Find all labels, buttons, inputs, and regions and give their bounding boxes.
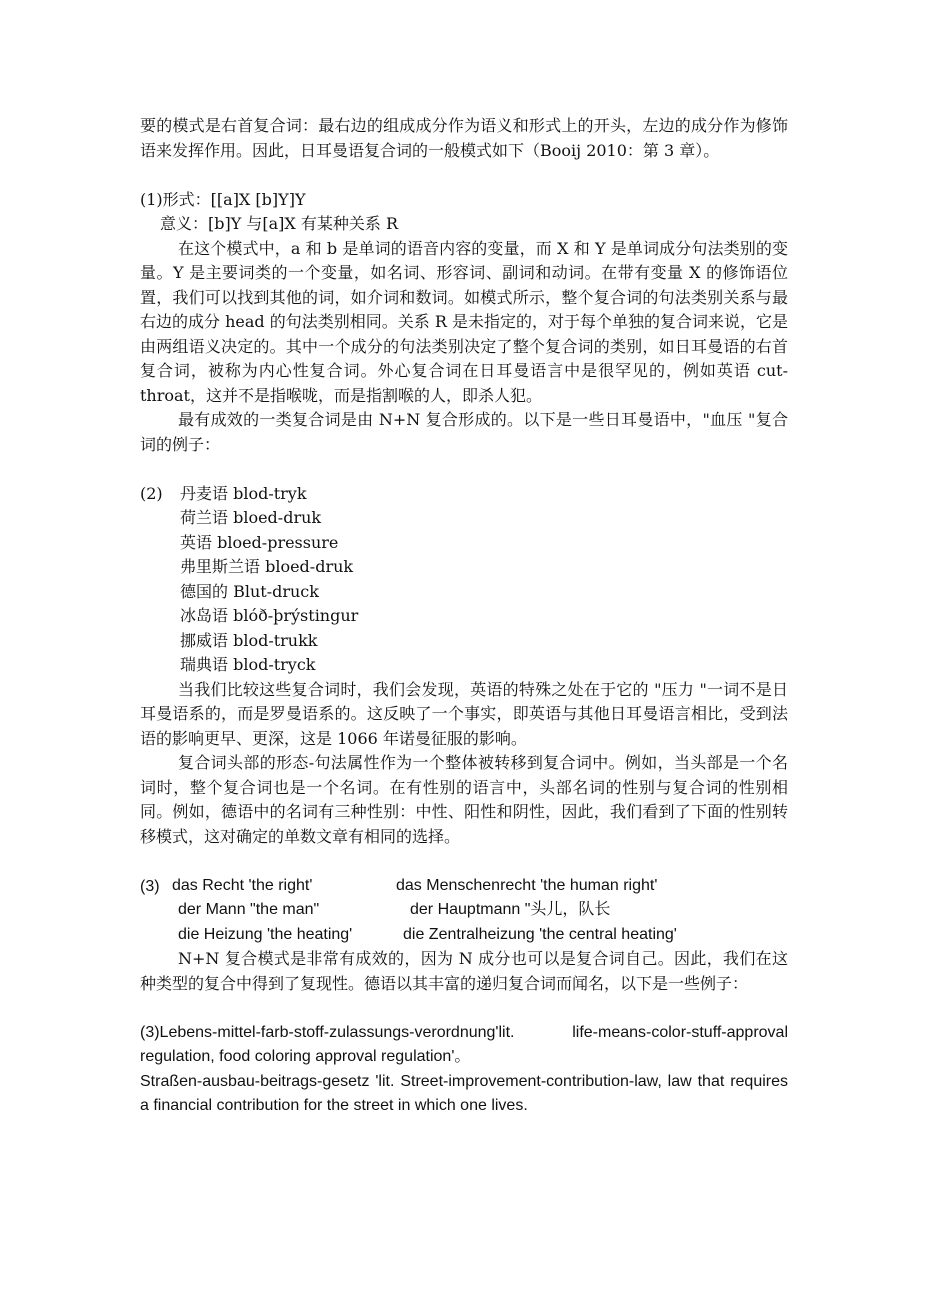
blank-line: [140, 457, 788, 482]
example-item: 德国的 Blut-druck: [180, 581, 319, 601]
example-item: 弗里斯兰语 bloed-druk: [180, 557, 354, 576]
head-properties-paragraph: 复合词头部的形态-句法属性作为一个整体被转移到复合词中。例如，当头部是一个名词时，整个复合词也是一个名词。在有性别的语言中，头部名词的性别与复合词的性别相同。例如，德语中的名词有三种性别：中性、阳性和阴性，因此，我们看到了下面的性别转移模式，这对确定的单数文章有相同的选择。: [140, 753, 788, 846]
example-item: 瑞典语 blod-tryck: [180, 655, 316, 674]
blank-line: [140, 996, 788, 1021]
simplex-noun: die Heizung 'the heating': [178, 925, 353, 943]
recursive-example-1: (3)Lebens-mittel-farb-stoff-zulassungs-verordnung'lit. life-means-color-stuff-approval regulation, food coloring approval regulation'。: [140, 1023, 788, 1065]
recursive-compound-paragraph: N+N 复合模式是非常有成效的，因为 N 成分也可以是复合词自己。因此，我们在这种类型的复合中得到了复现性。德语以其丰富的递归复合词而闻名，以下是一些例子：: [140, 949, 788, 993]
example-item: 丹麦语 blod-tryk: [180, 483, 307, 503]
document-page: [140, 114, 788, 1119]
example-3-gender-pairs: [140, 874, 788, 948]
intro-paragraph: 要的模式是右首复合词：最右边的组成成分作为语义和形式上的开头，左边的成分作为修饰语来发挥作用。因此，日耳曼语复合词的一般模式如下（Booij 2010：第 3 章）。: [140, 116, 788, 160]
simplex-noun: der Mann "the man": [178, 901, 320, 918]
pattern-paragraph: 在这个模式中，a 和 b 是单词的语音内容的变量，而 X 和 Y 是单词成分句法类别的变量。Y 是主要词类的一个变量，如名词、形容词、副词和动词。在带有变量 X 的修饰语位置，我们可以找到其他的词，如介词和数词。如模式所示，整个复合词的句法类别关系与最右边的成分 head 的句法类别相同。关系 R 是未指定的，对于每个单独的复合词来说，它是由两组语义决定的。其中一个成分的句法类别决定了整个复合词的类别，如日耳曼语的右首复合词，被称为内心性复合词。外心复合词在日耳曼语言中是很罕见的，例如英语 cut-throat，这并不是指喉咙，而是指割喉的人，即杀人犯。: [140, 238, 788, 405]
example-item: 荷兰语 bloed-druk: [180, 508, 322, 527]
compound-noun: das Menschenrecht 'the human right': [396, 876, 658, 894]
example-2-first-row: [140, 482, 788, 507]
example-number: (3): [140, 877, 160, 895]
formula-form-line: (1)形式：[[a]X [b]Y]Y: [140, 189, 306, 209]
recursive-example-2: Straßen-ausbau-beitrags-gesetz 'lit. Street-improvement-contribution-law, law that requires a financial contribution for the street in which one lives.: [140, 1072, 788, 1114]
example-item: 英语 bloed-pressure: [180, 532, 339, 552]
example-number: (2): [140, 483, 163, 503]
gender-pair-row: [140, 874, 788, 899]
blank-line: [140, 849, 788, 874]
blank-line: [140, 163, 788, 188]
simplex-noun: das Recht 'the right': [172, 876, 313, 894]
gender-pair-row: [140, 898, 788, 923]
example-item: 挪威语 blod-trukk: [180, 630, 318, 650]
compound-noun: die Zentralheizung 'the central heating': [403, 925, 677, 943]
nn-compound-paragraph: 最有成效的一类复合词是由 N+N 复合形成的。以下是一些日耳曼语中，"血压 "复合词的例子：: [140, 410, 788, 454]
gender-pair-row: [140, 923, 788, 948]
example-item: 冰岛语 blóð-þrýstingur: [180, 606, 359, 625]
compound-noun: der Hauptmann "头儿，队长: [410, 901, 611, 918]
formula-meaning-line: 意义：[b]Y 与[a]X 有某种关系 R: [160, 214, 399, 233]
example-2-list: [140, 482, 788, 678]
comparison-paragraph: 当我们比较这些复合词时，我们会发现，英语的特殊之处在于它的 "压力 "一词不是日耳曼语系的，而是罗曼语系的。这反映了一个事实，即英语与其他日耳曼语言相比，受到法语的影响更早、更深，这是 1066 年诺曼征服的影响。: [140, 679, 788, 748]
